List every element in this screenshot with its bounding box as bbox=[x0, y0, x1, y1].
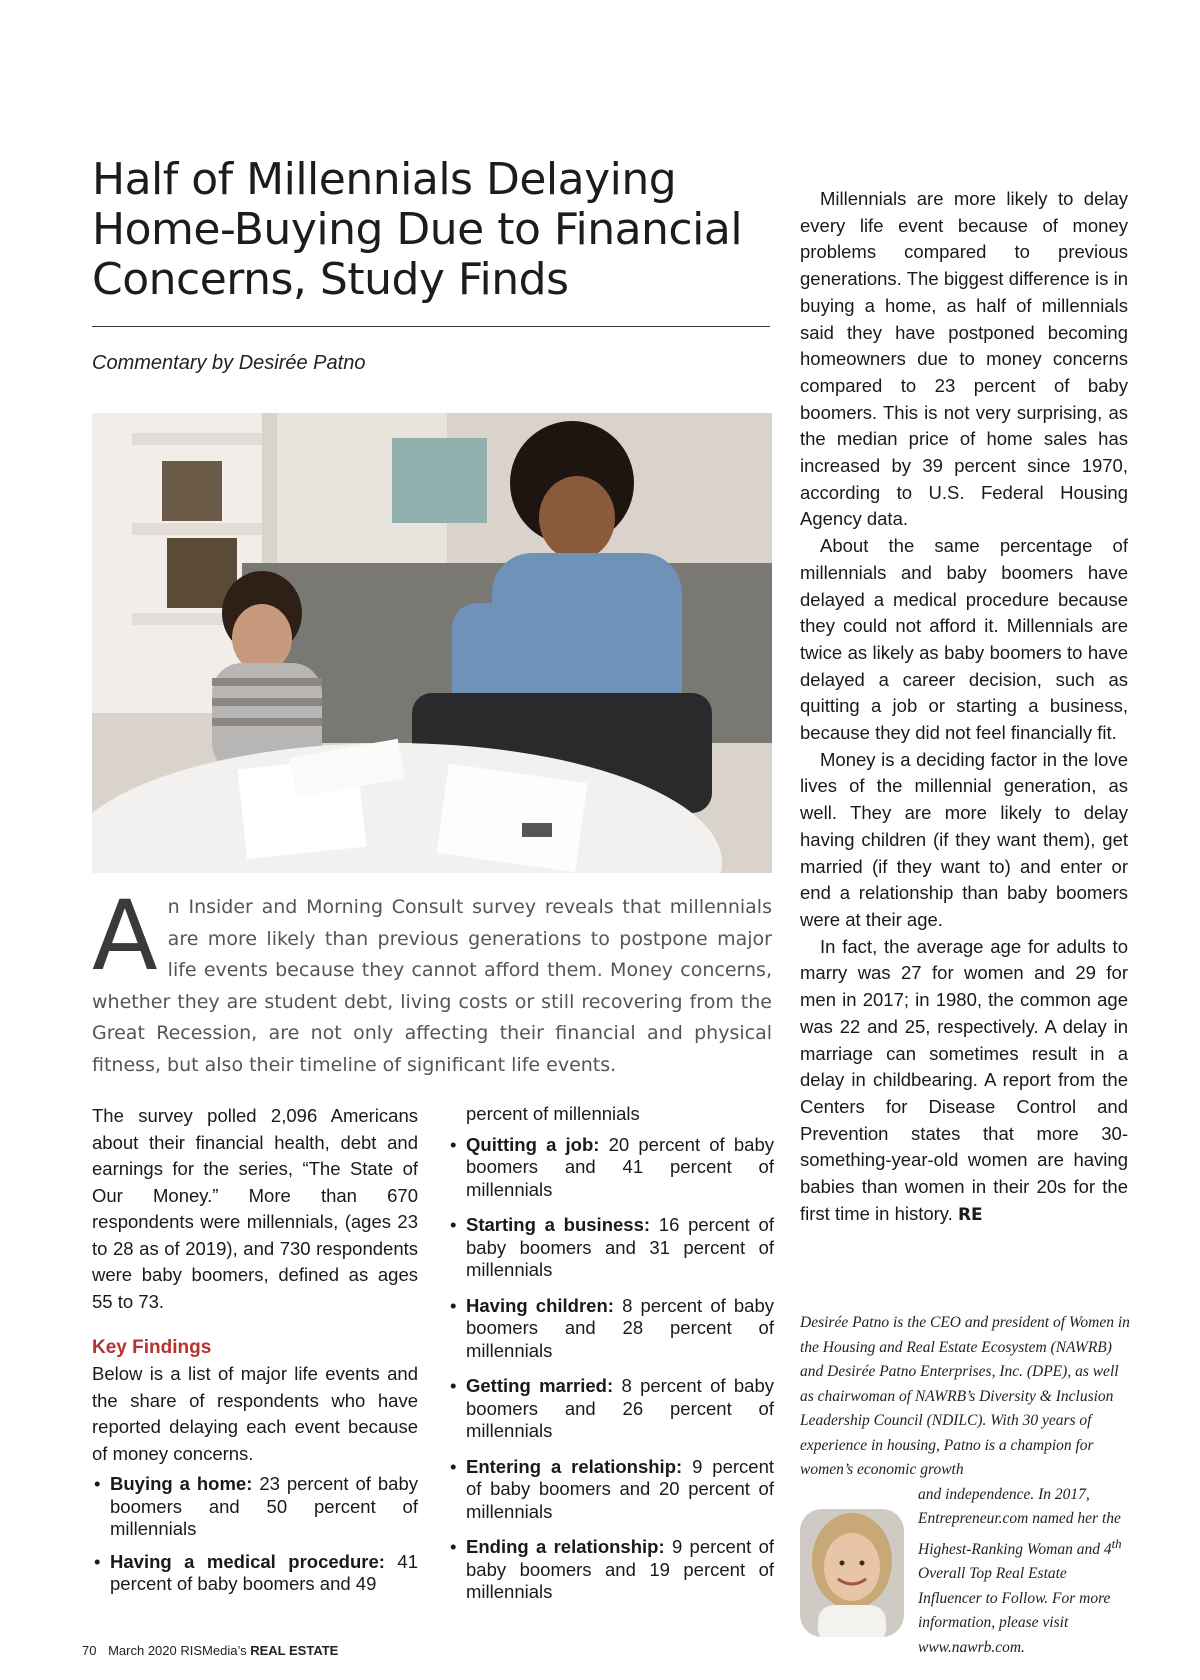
author-headshot bbox=[800, 1509, 904, 1637]
finding-label: Starting a business: bbox=[466, 1214, 651, 1235]
publication-name: REAL ESTATE bbox=[250, 1643, 339, 1658]
publication-prefix: RISMedia’s bbox=[180, 1643, 247, 1658]
hero-photo bbox=[92, 413, 772, 873]
survey-paragraph: The survey polled 2,096 Americans about their financial health, debt and earnings for the series, “The State of Our Money.” More than 670 respondents were millennials, (ages 23 to 28 as of 2019), and 730 respondents were baby boomers, defined as ages 55 to 73. bbox=[92, 1105, 418, 1312]
body-paragraph-text: In fact, the average age for adults to marry was 27 for women and 29 for men in 2017; in 1980, the common age was 22 and 25, respectively. A delay in marriage can sometimes result in a delay in childbearing. A report from the Centers for Disease Control and Prevention states that more 30-something-year-old women are having babies than women in their 20s for the first time in history. bbox=[800, 935, 1128, 1224]
byline: Commentary by Desirée Patno bbox=[92, 352, 366, 374]
body-column-left bbox=[92, 1103, 418, 1606]
finding-item bbox=[448, 1375, 774, 1443]
finding-text: 20 percent of baby boomers and 41 percent of millennials bbox=[466, 1133, 774, 1200]
finding-continuation: percent of millennials bbox=[466, 1103, 640, 1124]
page-footer bbox=[82, 1643, 338, 1658]
article-title: Half of Millennials Delaying Home-Buying Due to Financial Concerns, Study Finds bbox=[92, 154, 743, 305]
intro-text: n Insider and Morning Consult survey reveals that millennials are more likely than previous generations to postpone major life events because they cannot afford them. Money concerns, whether they are student debt, living costs or still recovering from the Great Recession, are not only affecting their financial and physical fitness, but also their timeline of significant life events. bbox=[92, 896, 772, 1076]
finding-label: Ending a relationship: bbox=[466, 1536, 665, 1557]
finding-item bbox=[448, 1134, 774, 1202]
body-column-right bbox=[800, 186, 1128, 1228]
issue-date: March 2020 bbox=[108, 1643, 177, 1658]
page-number: 70 bbox=[82, 1643, 97, 1658]
body-paragraph: About the same percentage of millennials and baby boomers have delayed a medical procedure because they could not afford it. Millennials are twice as likely as baby boomers to have delayed a career decision, such as quitting a job or starting a business, because they did not feel financially fit. bbox=[800, 535, 1128, 744]
finding-label: Having children: bbox=[466, 1294, 614, 1316]
finding-text: 16 percent of baby boomers and 31 percent of millennials bbox=[466, 1214, 774, 1280]
body-column-middle bbox=[448, 1103, 774, 1617]
key-findings-intro: Below is a list of major life events and the share of respondents who have reported delaying each event because of money concerns. bbox=[92, 1363, 418, 1464]
finding-text: 8 percent of baby boomers and 28 percent of millennials bbox=[466, 1294, 774, 1361]
finding-text: 8 percent of baby boomers and 26 percent of millennials bbox=[466, 1375, 774, 1441]
finding-label: Entering a relationship: bbox=[466, 1455, 683, 1477]
bio-text-bottom-a: and independence. In 2017, Entrepreneur.com named her the Highest-Ranking Woman and 4 bbox=[918, 1485, 1121, 1558]
end-mark: RE bbox=[957, 1204, 983, 1225]
finding-item bbox=[448, 1456, 774, 1524]
body-paragraph bbox=[800, 934, 1128, 1229]
finding-label: Getting married: bbox=[466, 1375, 614, 1396]
intro-paragraph bbox=[92, 880, 772, 1081]
finding-label: Having a medical procedure: bbox=[110, 1550, 385, 1572]
finding-text: 23 percent of baby boomers and 50 percent of millennials bbox=[110, 1473, 418, 1539]
bio-ordinal-suffix: th bbox=[1111, 1535, 1122, 1551]
body-paragraph: Money is a deciding factor in the love lives of the millennial generation, as well. They are more likely to delay having children (if they want them), get married (if they want to) and enter or end a relationship than baby boomers were at their age. bbox=[800, 748, 1128, 930]
key-findings-heading: Key Findings bbox=[92, 1337, 212, 1358]
finding-label: Quitting a job: bbox=[466, 1133, 600, 1155]
author-bio bbox=[800, 1311, 1130, 1660]
body-paragraph: Millennials are more likely to delay every life event because of money problems compared to previous generations. The biggest difference is in buying a home, as half of millennials said they have postponed becoming homeowners due to money concerns compared to 23 percent of baby boomers. This is not very surprising, as the median price of home sales has increased by 39 percent since 1970, according to U.S. Federal Housing Agency data. bbox=[800, 188, 1128, 530]
bio-text-top: Desirée Patno is the CEO and president of Women in the Housing and Real Estate Ecosystem (NAWRB) and Desirée Patno Enterprises, Inc. (DPE), as well as chairwoman of NAWRB’s Diversity & Inclusion Leadership Council (NDILC). With 30 years of experience in housing, Patno is a champion for women’s economic growth bbox=[800, 1314, 1130, 1478]
finding-text: 41 percent of baby boomers and 49 bbox=[110, 1550, 418, 1594]
finding-text: 9 percent of baby boomers and 19 percent of millennials bbox=[466, 1536, 775, 1602]
drop-cap: A bbox=[92, 880, 158, 992]
bio-text-bottom-b: Overall Top Real Estate Influencer to Follow. For more information, please visit www.nawrb.com. bbox=[918, 1565, 1111, 1656]
finding-item bbox=[448, 1536, 774, 1604]
finding-label: Buying a home: bbox=[110, 1473, 253, 1494]
finding-text: 9 percent of baby boomers and 20 percent of millennials bbox=[466, 1455, 775, 1522]
findings-list bbox=[92, 1473, 418, 1596]
title-divider bbox=[92, 326, 770, 327]
finding-item bbox=[92, 1551, 418, 1596]
finding-item bbox=[448, 1295, 774, 1363]
finding-item bbox=[448, 1214, 774, 1282]
finding-item bbox=[92, 1473, 418, 1541]
findings-list-continued bbox=[448, 1134, 774, 1604]
